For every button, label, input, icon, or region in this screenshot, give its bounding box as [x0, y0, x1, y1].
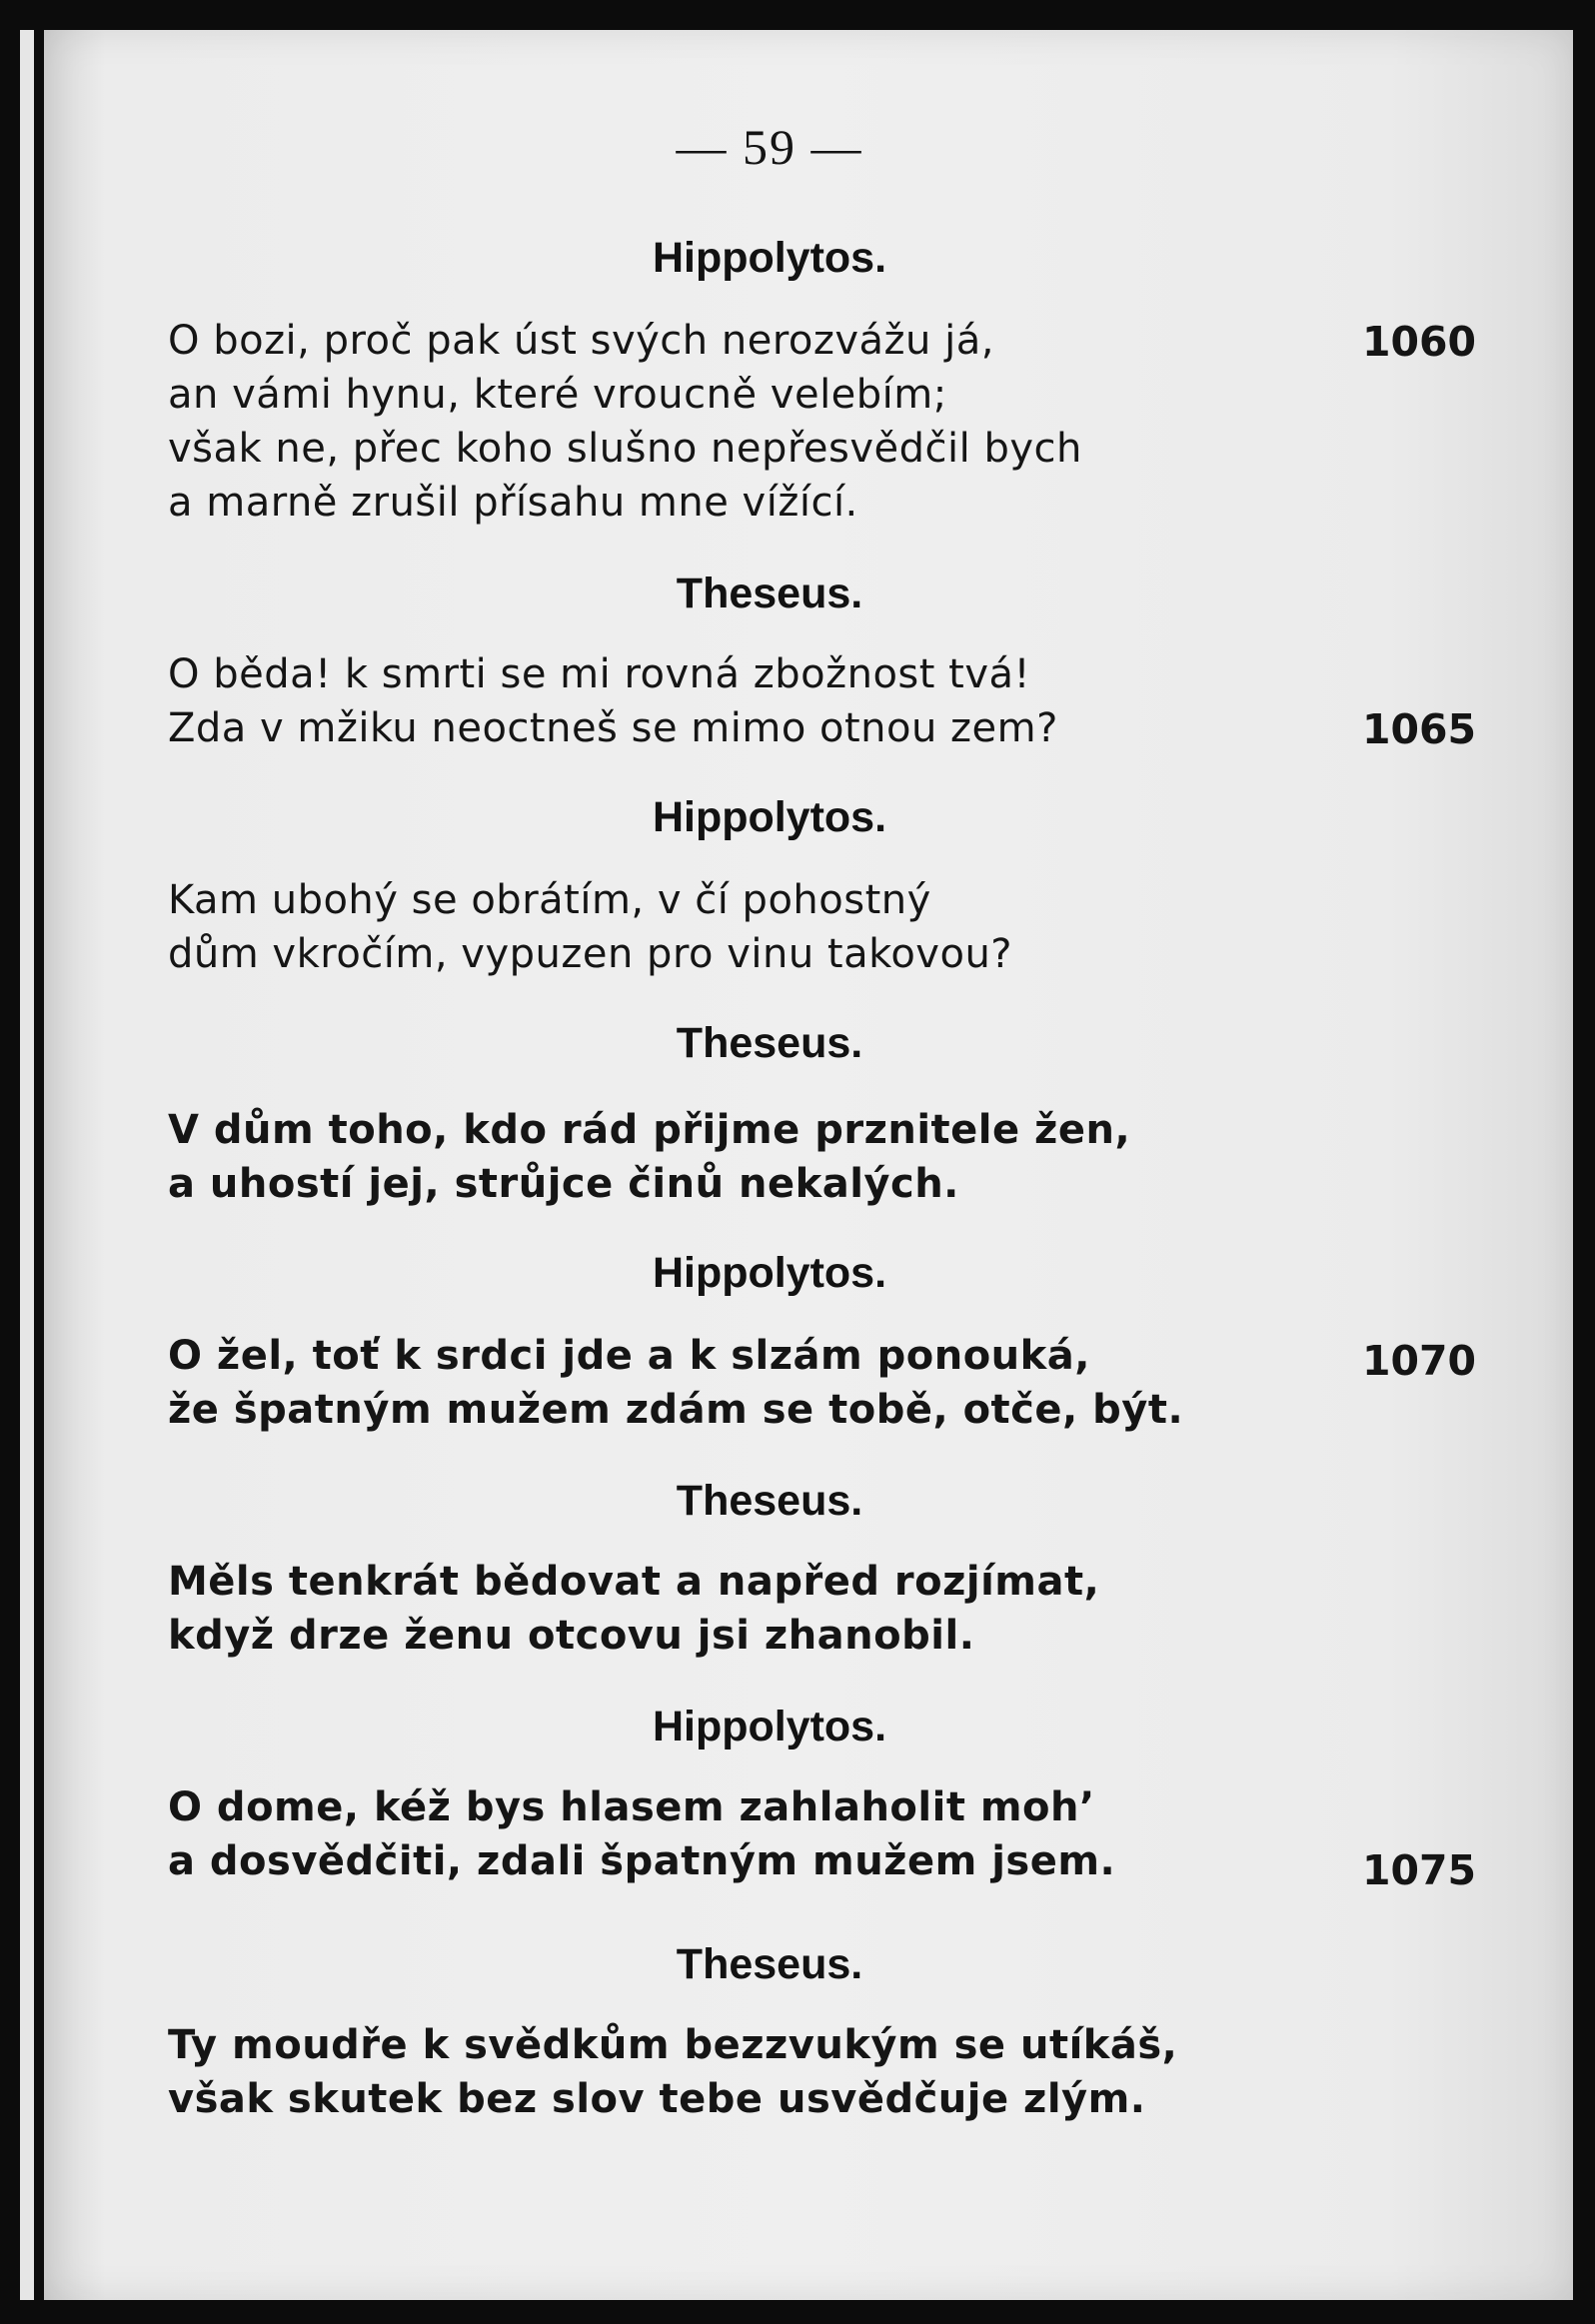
verse-line: O dome, kéž bys hlasem zahlaholit moh’: [168, 1784, 1095, 1830]
speaker-heading: Theseus.: [676, 570, 863, 617]
speaker-heading: Hippolytos.: [652, 793, 887, 841]
verse-line: an vámi hynu, které vroucně velebím;: [168, 372, 947, 418]
verse-line: a dosvědčiti, zdali špatným mužem jsem.: [168, 1838, 1116, 1884]
verse-line: však ne, přec koho slušno nepřesvědčil bych: [168, 426, 1082, 472]
verse-line: a uhostí jej, strůjce činů nekalých.: [168, 1161, 959, 1207]
verse-line: a marně zrušil přísahu mne vížící.: [168, 480, 858, 526]
verse-line: O běda! k smrti se mi rovná zbožnost tvá!: [168, 651, 1031, 697]
page-gutter: [20, 30, 34, 2300]
verse-line: Měls tenkrát bědovat a napřed rozjímat,: [168, 1559, 1100, 1605]
speaker-heading: Theseus.: [676, 1940, 863, 1988]
verse-line: když drze ženu otcovu jsi zhanobil.: [168, 1613, 975, 1659]
verse-line: V dům toho, kdo rád přijme prznitele žen,: [168, 1107, 1131, 1153]
verse-line: Zda v mžiku neoctneš se mimo otnou zem?: [168, 705, 1058, 751]
verse-line: Ty moudře k svědkům bezzvukým se utíkáš,: [168, 2022, 1178, 2068]
line-number: 1060: [1361, 318, 1477, 366]
verse-line: že špatným mužem zdám se tobě, otče, být.: [168, 1387, 1184, 1433]
line-number: 1070: [1361, 1337, 1477, 1385]
verse-line: O bozi, proč pak úst svých nerozvážu já,: [168, 318, 994, 364]
verse-line: O žel, toť k srdci jde a k slzám ponouká,: [168, 1333, 1090, 1379]
speaker-heading: Theseus.: [676, 1477, 863, 1525]
line-number: 1065: [1361, 705, 1477, 753]
speaker-heading: Hippolytos.: [652, 1249, 887, 1297]
verse-line: Kam ubohý se obrátím, v čí pohostný: [168, 877, 931, 923]
speaker-heading: Hippolytos.: [652, 1703, 887, 1750]
page-number: — 59 —: [676, 119, 863, 175]
speaker-heading: Theseus.: [676, 1019, 863, 1067]
verse-line: dům vkročím, vypuzen pro vinu takovou?: [168, 931, 1013, 977]
line-number: 1075: [1361, 1846, 1477, 1894]
speaker-heading: Hippolytos.: [652, 234, 887, 282]
verse-line: však skutek bez slov tebe usvědčuje zlým.: [168, 2076, 1146, 2122]
